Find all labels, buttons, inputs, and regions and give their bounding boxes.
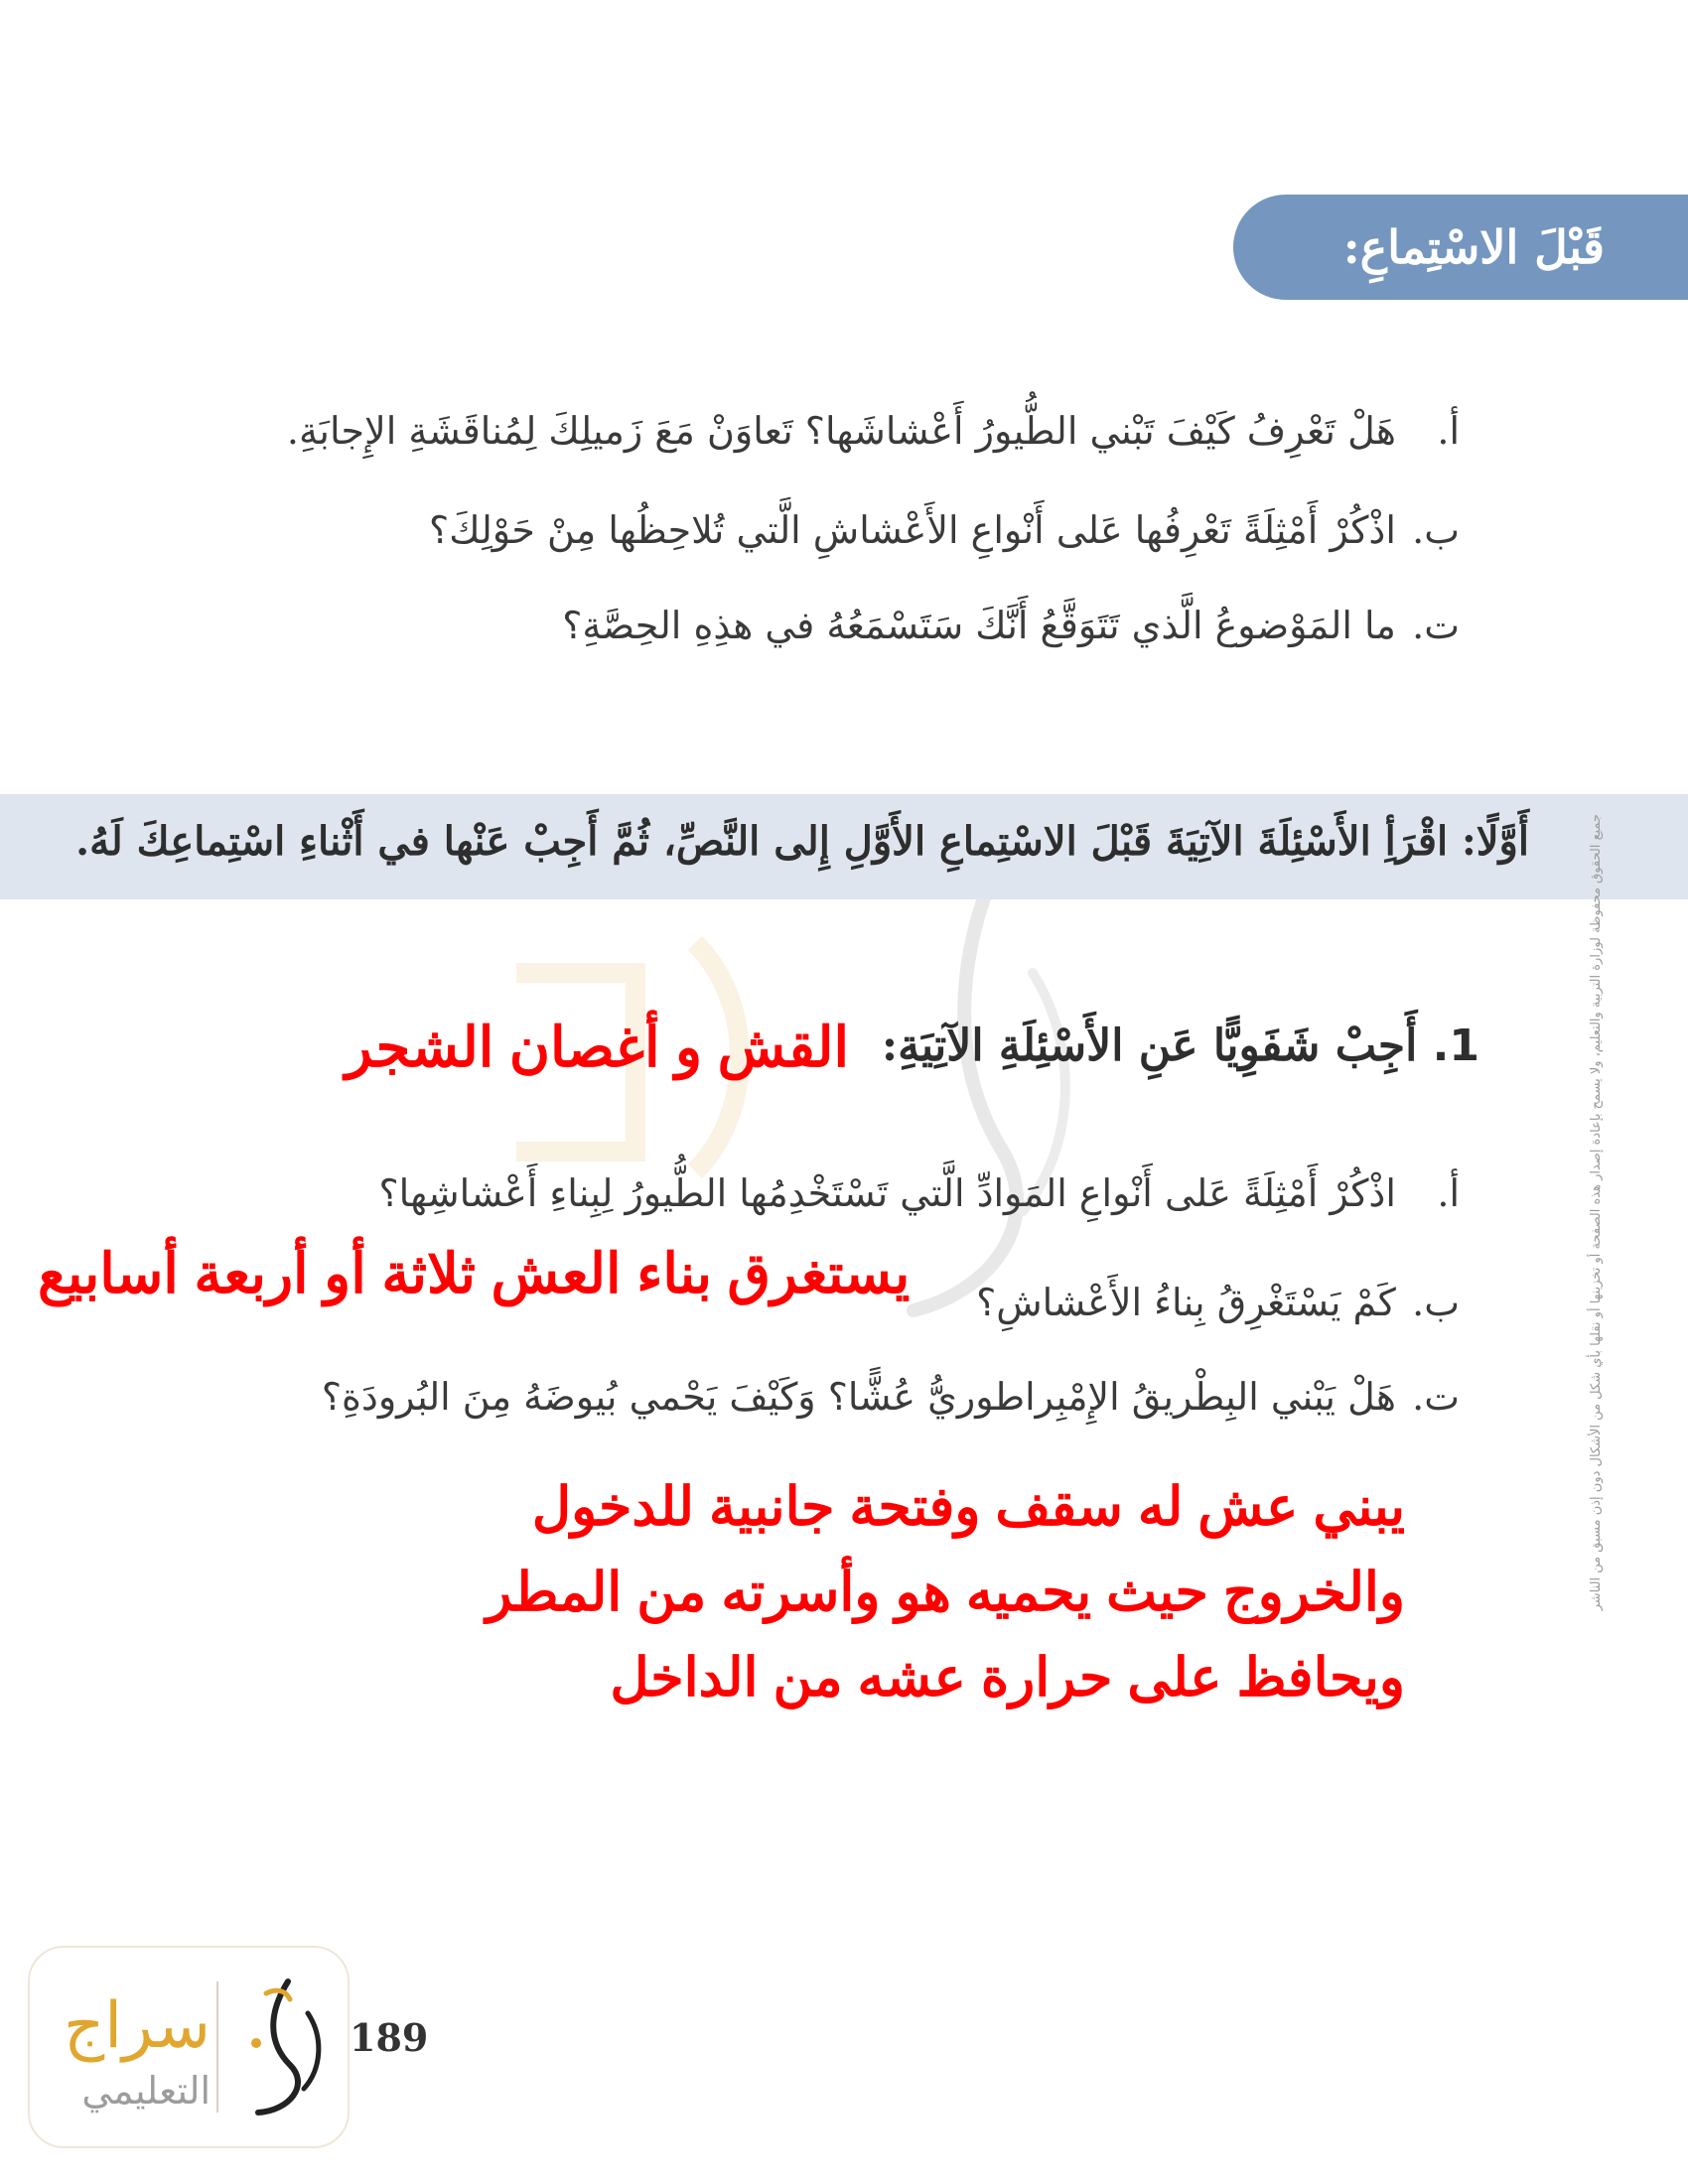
pre-question-c	[562, 604, 1460, 647]
pre-question-b-text: اذْكُرْ أَمْثِلَةً تَعْرِفُها عَلى أَنْواعِ الأَعْشاشِ الَّتي تُلاحِظُها مِنْ حَوْلِكَ؟	[429, 508, 1396, 552]
copyright-side-note: جميع الحقوق محفوظة لوزارة التربية والتعليم، ولا يسمح بإعادة إصدار هذه الصفحة أو تخزينها أو نقلها بأي شكل من الأشكال دون إذن مسبق من الناشر	[1589, 814, 1604, 1611]
question-1-item-b-text: كَمْ يَسْتَغْرِقُ بِناءُ الأَعْشاشِ؟	[976, 1281, 1396, 1324]
section-header	[1233, 195, 1688, 300]
question-1-number: 1.	[1432, 1021, 1479, 1071]
instruction-text: أَوَّلًا: اقْرَأِ الأَسْئِلَةَ الآتِيَةَ قَبْلَ الاسْتِماعِ الأَوَّلِ إِلى النَّصِّ، ثُمَّ أَجِبْ عَنْها في أَثْناءِ اسْتِماعِكَ لَهُ.	[75, 818, 1529, 865]
pre-question-b	[429, 508, 1460, 552]
pre-question-a	[287, 409, 1460, 453]
question-1-item-a-letter: أ.	[1437, 1171, 1460, 1215]
section-header-title: قَبْلَ الاسْتِماعِ:	[1342, 220, 1605, 274]
pre-question-b-letter: ب.	[1412, 508, 1460, 552]
question-1-item-c-text: هَلْ يَبْني البِطْريقُ الإِمْبِراطوريُّ عُشًّا؟ وَكَيْفَ يَحْمي بُيوضَهُ مِنَ البُرودَةِ؟	[321, 1375, 1396, 1419]
footer-logo	[28, 1946, 350, 2148]
calligraphy-logo-icon	[228, 1974, 338, 2122]
pre-question-c-text: ما المَوْضوعُ الَّذي تَتَوَقَّعُ أَنَّكَ سَتَسْمَعُهُ في هذِهِ الحِصَّةِ؟	[562, 604, 1396, 647]
pre-question-a-letter: أ.	[1437, 409, 1460, 453]
answer-c-line-1: يبني عش له سقف وفتحة جانبية للدخول	[531, 1477, 1405, 1537]
pre-question-a-text: هَلْ تَعْرِفُ كَيْفَ تَبْني الطُّيورُ أَعْشاشَها؟ تَعاوَنْ مَعَ زَميلِكَ لِمُناقَشَةِ الإِجابَةِ.	[286, 409, 1396, 453]
answer-c-line-2: والخروج حيث يحميه هو وأسرته من المطر	[486, 1563, 1405, 1622]
page-number: 189	[350, 2015, 429, 2060]
question-1-heading-text: أَجِبْ شَفَوِيًّا عَنِ الأَسْئِلَةِ الآتِيَةِ:	[881, 1021, 1418, 1071]
answer-c	[487, 1464, 1405, 1720]
question-1-heading	[882, 1021, 1479, 1071]
logo-word: سراج	[63, 1989, 211, 2063]
logo-subtitle: التعليمي	[81, 2069, 211, 2113]
answer-a: القش و أغصان الشجر	[345, 1016, 849, 1078]
question-1-item-b	[976, 1281, 1460, 1324]
question-1-item-c	[322, 1375, 1460, 1419]
question-1-item-a-text: اذْكُرْ أَمْثِلَةً عَلى أَنْواعِ المَوادِّ الَّتي تَسْتَخْدِمُها الطُّيورُ لِبِناءِ أَعْشاشِها؟	[378, 1171, 1396, 1215]
question-1-item-a	[379, 1171, 1460, 1215]
pre-question-c-letter: ت.	[1412, 604, 1460, 647]
answer-c-line-3: ويحافظ على حرارة عشه من الداخل	[610, 1648, 1405, 1707]
logo-divider	[216, 1981, 218, 2113]
question-1-item-b-letter: ب.	[1412, 1281, 1460, 1324]
question-1-item-c-letter: ت.	[1412, 1375, 1460, 1419]
instruction-band	[0, 794, 1688, 899]
answer-b: يستغرق بناء العش ثلاثة أو أربعة أسابيع	[38, 1242, 911, 1304]
